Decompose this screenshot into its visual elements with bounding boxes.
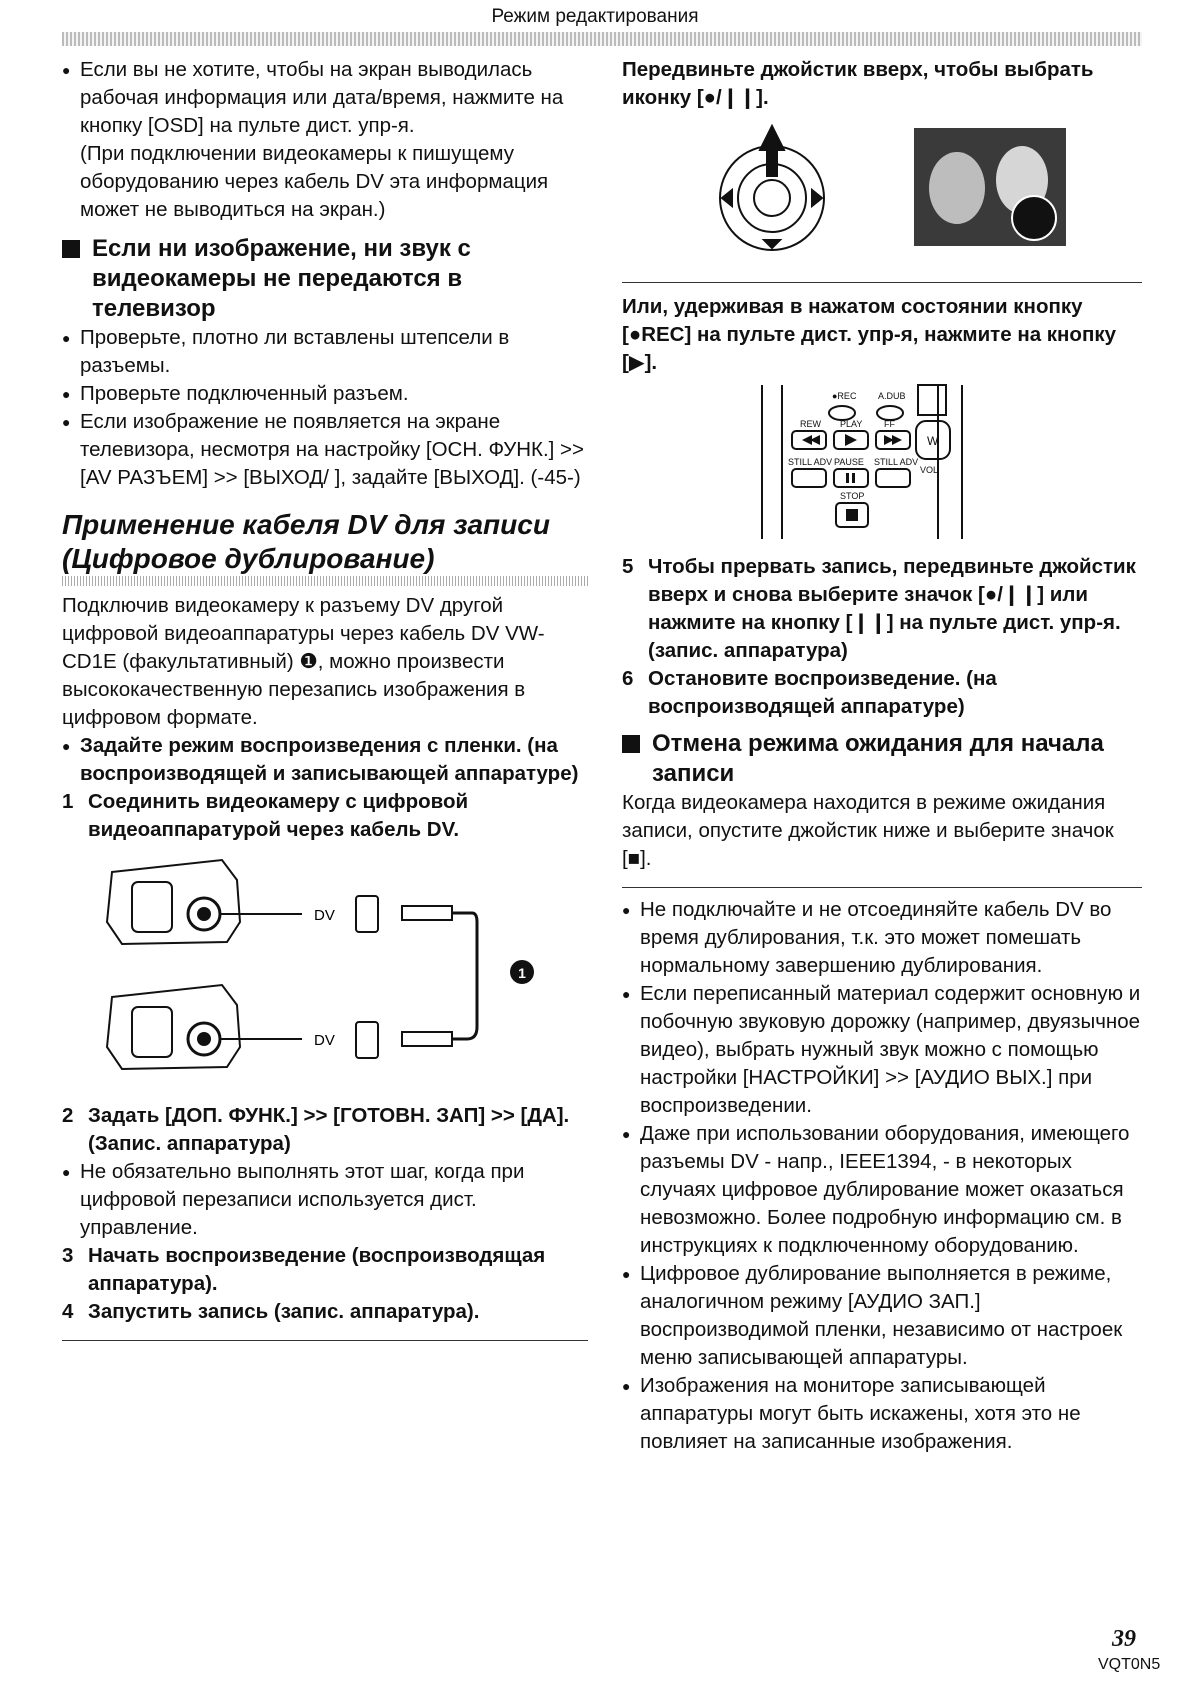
step-3: 3 Начать воспроизведение (воспроизводящая аппаратура). [62,1244,546,1295]
no-signal-heading: Если ни изображение, ни звук с видеокамеры не передаются в телевизор [62,234,588,324]
joystick-illustration [622,118,1142,268]
joystick-icon [720,126,824,250]
step-1: 1 Соединить видеокамеру с цифровой видеоаппаратурой через кабель DV. [62,790,469,841]
note-item: ● Не подключайте и не отсоединяйте кабель DV во время дублирования, т.к. это может помешать нормальному завершению дублирования. [622,896,1142,980]
joystick-instruction: Передвиньте джойстик вверх, чтобы выбрать иконку [●/❙❙]. [622,58,1094,109]
screen-photo-thumbnail [914,128,1066,246]
note-item: ● Изображения на мониторе записывающей аппаратуры могут быть искажены, хотя это не повлияет на записанные изображения. [622,1372,1142,1456]
svg-text:STILL ADV: STILL ADV [788,457,833,467]
cable-plug-icon [402,906,452,920]
dv-cable [452,913,477,1039]
page-header: Режим редактирования [491,6,699,27]
dv-port-icon [356,1022,378,1058]
note-item: ● Цифровое дублирование выполняется в режиме, аналогичном режиму [АУДИО ЗАП.] воспроизводимой пленки, независимо от настроек меню записывающей аппаратуры. [622,1260,1142,1372]
left-bottom-rule [62,1340,588,1341]
right-column [622,56,1142,1456]
osd-note-paren: (При подключении видеокамеры к пишущему оборудованию через кабель DV эта информация может не выводиться на экран.) [80,142,549,221]
note-item: ● Если переписанный материал содержит основную и побочную звуковую дорожку (например, двуязычное видео), выбрать нужный звук можно с помощью настройки [НАСТРОЙКИ] >> [АУДИО ВЫХ.] при воспроизведении. [622,980,1142,1120]
svg-text:PLAY: PLAY [840,419,863,429]
step-5: 5 Чтобы прервать запись, передвиньте джойстик вверх и снова выберите значок [●/❙❙] или нажмите на кнопку [❙❙] на пульте дист. упр-я. (запис. аппаратура) [622,555,1136,662]
right-rule-2 [622,887,1142,888]
pause-icon [846,473,849,483]
pause-button [834,469,868,487]
remote-side-button [918,385,946,415]
stop-icon [846,509,858,521]
camera-top-icon [107,860,302,944]
svg-text:REW: REW [800,419,821,429]
page-number: 39 [1112,1626,1136,1652]
remote-control-illustration [622,383,1142,543]
step-2: 2 Задать [ДОП. ФУНК.] >> [ГОТОВН. ЗАП] >> [ДА]. (Запис. аппаратура) [62,1104,570,1155]
still-adv-left-button [792,469,826,487]
osd-note: ● Если вы не хотите, чтобы на экран выводилась рабочая информация или дата/время, нажмите на кнопку [OSD] на пульте дист. упр-я. [62,56,588,140]
svg-text:VOL: VOL [920,465,939,475]
dv-port-icon [356,896,378,932]
rec-button [829,406,855,420]
set-mode-instruction: ● Задайте режим воспроизведения с пленки. (на воспроизводящей и записывающей аппаратуре) [62,732,588,788]
header-divider [62,32,1142,46]
rewind-icon [802,435,820,445]
svg-text:●REC: ●REC [832,391,857,401]
still-adv-right-button [876,469,910,487]
intro-text: Подключив видеокамеру к разъему DV другой цифровой видеоаппаратуры через кабель DV VW-CD1E (факультативный) ❶, можно произвести высококачественную перезапись изображения в цифровом формате. [62,594,545,729]
camera-bottom-icon [107,985,302,1069]
svg-text:W: W [927,434,939,448]
svg-text:FF: FF [884,419,895,429]
cable-plug-icon [402,1032,452,1046]
step-4: 4 Запустить запись (запис. аппаратура). [62,1300,480,1323]
right-rule-1 [622,282,1142,283]
dv-connection-diagram [62,852,588,1102]
step-6: 6 Остановите воспроизведение. (на воспроизводящей аппаратуре) [622,667,997,718]
square-bullet-icon [62,240,80,258]
remote-instruction: Или, удерживая в нажатом состоянии кнопку [●REC] на пульте дист. упр-я, нажмите на кнопку [▶]. [622,295,1117,374]
cancel-heading: Отмена режима ожидания для начала записи [622,729,1142,789]
adub-button [877,406,903,420]
cancel-text: Когда видеокамера находится в режиме ожидания записи, опустите джойстик ниже и выберите значок [■]. [622,791,1114,870]
svg-text:1: 1 [518,965,526,981]
no-signal-bullet: ● Проверьте подключенный разъем. [62,380,588,408]
play-icon [845,434,857,446]
left-column [62,56,588,1341]
dv-port-label: DV [314,907,335,924]
document-code: VQT0N5 [1098,1656,1161,1673]
no-signal-bullet: ● Если изображение не появляется на экране телевизора, несмотря на настройку [ОСН. ФУНК.] >> [AV РАЗЪЕМ] >> [ВЫХОД/ ], задайте [ВЫХОД]. (-45-) [62,408,588,492]
square-bullet-icon [622,735,640,753]
step-2-note: ● Не обязательно выполнять этот шаг, когда при цифровой перезаписи используется дист. управление. [62,1158,588,1242]
dv-port-label: DV [314,1032,335,1049]
svg-text:A.DUB: A.DUB [878,391,906,401]
record-pause-icon [1012,196,1056,240]
svg-text:STILL ADV: STILL ADV [874,457,919,467]
fast-forward-icon [884,435,902,445]
section-title: Применение кабеля DV для записи (Цифровое дублирование) [62,509,550,574]
note-item: ● Даже при использовании оборудования, имеющего разъемы DV - напр., IEEE1394, - в некоторых случаях цифровое дублирование может оказаться невозможно. Более подробную информацию см. в инструкциях к подключенному оборудованию. [622,1120,1142,1260]
svg-text:PAUSE: PAUSE [834,457,864,467]
no-signal-bullet: ● Проверьте, плотно ли вставлены штепсели в разъемы. [62,324,588,380]
svg-text:STOP: STOP [840,491,865,501]
section-title-underline [62,576,588,586]
